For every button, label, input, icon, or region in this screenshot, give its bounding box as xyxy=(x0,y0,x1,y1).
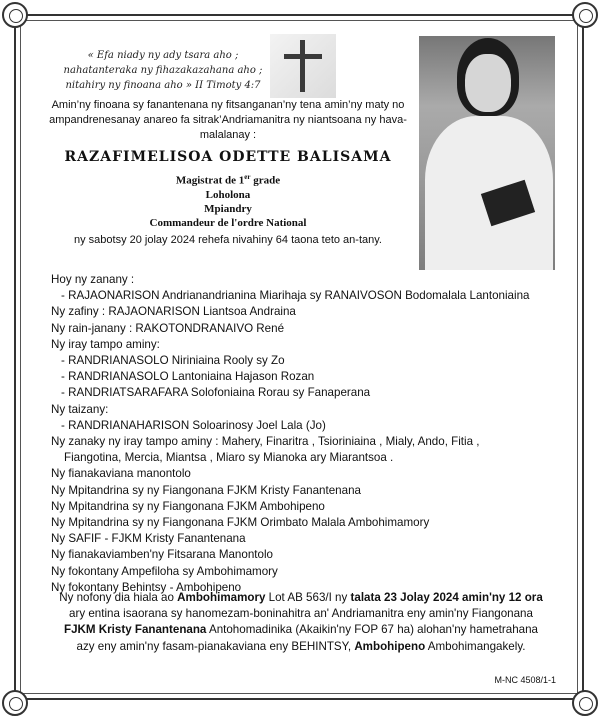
list-item: Ny taizany: xyxy=(51,402,109,416)
title-suffix: grade xyxy=(250,174,281,187)
verse-line: « Efa niady ny ady tsara aho ; xyxy=(87,50,239,61)
title-sup: er xyxy=(244,173,251,181)
list-item: Ny iray tampo aminy: xyxy=(51,337,160,351)
funeral-burial-place: Ambohipeno xyxy=(354,639,426,653)
list-item: Ny Mpitandrina sy ny Fiangonana FJKM Kristy Fanantenana xyxy=(51,483,361,497)
list-item: Ny fianakaviana manontolo xyxy=(51,467,191,481)
list-item: Ny fokontany Behintsy - Ambohipeno xyxy=(51,580,242,594)
list-item: Ny Mpitandrina sy ny Fiangonana FJKM Orimbato Malala Ambohimamory xyxy=(51,516,430,530)
verse-line: nahatanteraka ny fihazakazahana aho ; xyxy=(63,65,263,76)
list-item: - RANDRIANASOLO Lantoniaina Hajason Rozan xyxy=(61,370,315,384)
corner-ornament-icon xyxy=(2,690,28,716)
deceased-titles xyxy=(40,170,416,230)
list-item: Ny zafiny : RAJAONARISON Liantsoa Andraina xyxy=(51,305,296,319)
family-list xyxy=(51,272,556,596)
funeral-church: FJKM Kristy Fanantenana xyxy=(64,623,207,637)
funeral-text: Ny nofony dia hiala ao xyxy=(59,591,178,604)
portrait-photo xyxy=(419,36,555,270)
title-line: Commandeur de l'ordre National xyxy=(149,216,307,229)
funeral-place: Ambohimamory xyxy=(177,591,266,604)
list-item: Ny fianakaviamben'ny Fitsarana Manontolo xyxy=(51,548,273,562)
list-item: Ny fokontany Ampefiloha sy Ambohimamory xyxy=(51,564,278,578)
list-item: - RANDRIANAHARISON Soloarinosy Joel Lala (Jo) xyxy=(61,418,326,432)
title-line: Mpiandry xyxy=(204,202,252,215)
reference-code: M-NC 4508/1-1 xyxy=(494,675,556,685)
list-item: - RANDRIANASOLO Niriniaina Rooly sy Zo xyxy=(61,354,285,368)
list-item: Ny Mpitandrina sy ny Fiangonana FJKM Ambohipeno xyxy=(51,499,325,513)
list-item: Hoy ny zanany : xyxy=(51,273,135,286)
corner-ornament-icon xyxy=(572,690,598,716)
list-item: Ny rain-janany : RAKOTONDRANAIVO René xyxy=(51,321,285,335)
funeral-text: Lot AB 563/I ny xyxy=(265,591,351,604)
funeral-date: talata 23 Jolay 2024 amin'ny 12 ora xyxy=(350,591,543,604)
intro-text: Amin’ny finoana sy fanantenana ny fitsanganan’ny tena amin’ny maty no ampandrenesanay anareo fa sitrak’Andriamanitra ny niantsoana ny hava-malalanay : xyxy=(49,99,407,141)
deceased-name: RAZAFIMELISOA ODETTE BALISAMA xyxy=(64,149,392,165)
list-item: Ny zanaky ny iray tampo aminy : Mahery, Finaritra , Tsioriniaina , Mialy, Ando, Fitia , xyxy=(51,435,480,449)
funeral-text: Ambohimangakely. xyxy=(425,639,526,653)
funeral-text: Antohomadinika (Akaikin'ny FOP 67 ha) alohan'ny hametrahana azy eny amin'ny fasam-pianakaviana eny BEHINTSY, xyxy=(76,623,538,653)
bible-verse xyxy=(48,48,278,93)
photo-figure-face xyxy=(465,54,511,112)
funeral-text: ary entina isaorana sy hanomezam-boninahitra an' Andriamanitra eny amin'ny Fiangonana xyxy=(69,607,533,621)
cross-horizontal-bar xyxy=(284,54,322,59)
list-item: Fiangotina, Mercia, Miantsa , Miaro sy Mianoka ary Miarantsoa . xyxy=(64,451,394,465)
cross-vertical-bar xyxy=(300,40,305,92)
title-line: Loholona xyxy=(205,188,251,201)
corner-ornament-icon xyxy=(2,2,28,28)
death-notice: ny sabotsy 20 jolay 2024 rehefa nivahiny 64 taona teto an-tany. xyxy=(73,234,382,246)
title-prefix: Magistrat de 1 xyxy=(175,174,245,187)
funeral-announcement xyxy=(54,590,548,655)
list-item: - RAJAONARISON Andrianandrianina Miarihaja sy RANAIVOSON Bodomalala Lantoniaina xyxy=(61,289,530,303)
list-item: Ny SAFIF - FJKM Kristy Fanantenana xyxy=(51,532,246,546)
corner-ornament-icon xyxy=(572,2,598,28)
title-grade xyxy=(40,170,416,188)
verse-line: nitahiry ny finoana aho » II Timoty 4:7 xyxy=(65,80,261,91)
list-item: - RANDRIATSARAFARA Solofoniaina Rorau sy Fanaperana xyxy=(61,386,371,400)
cross-icon xyxy=(270,34,336,98)
